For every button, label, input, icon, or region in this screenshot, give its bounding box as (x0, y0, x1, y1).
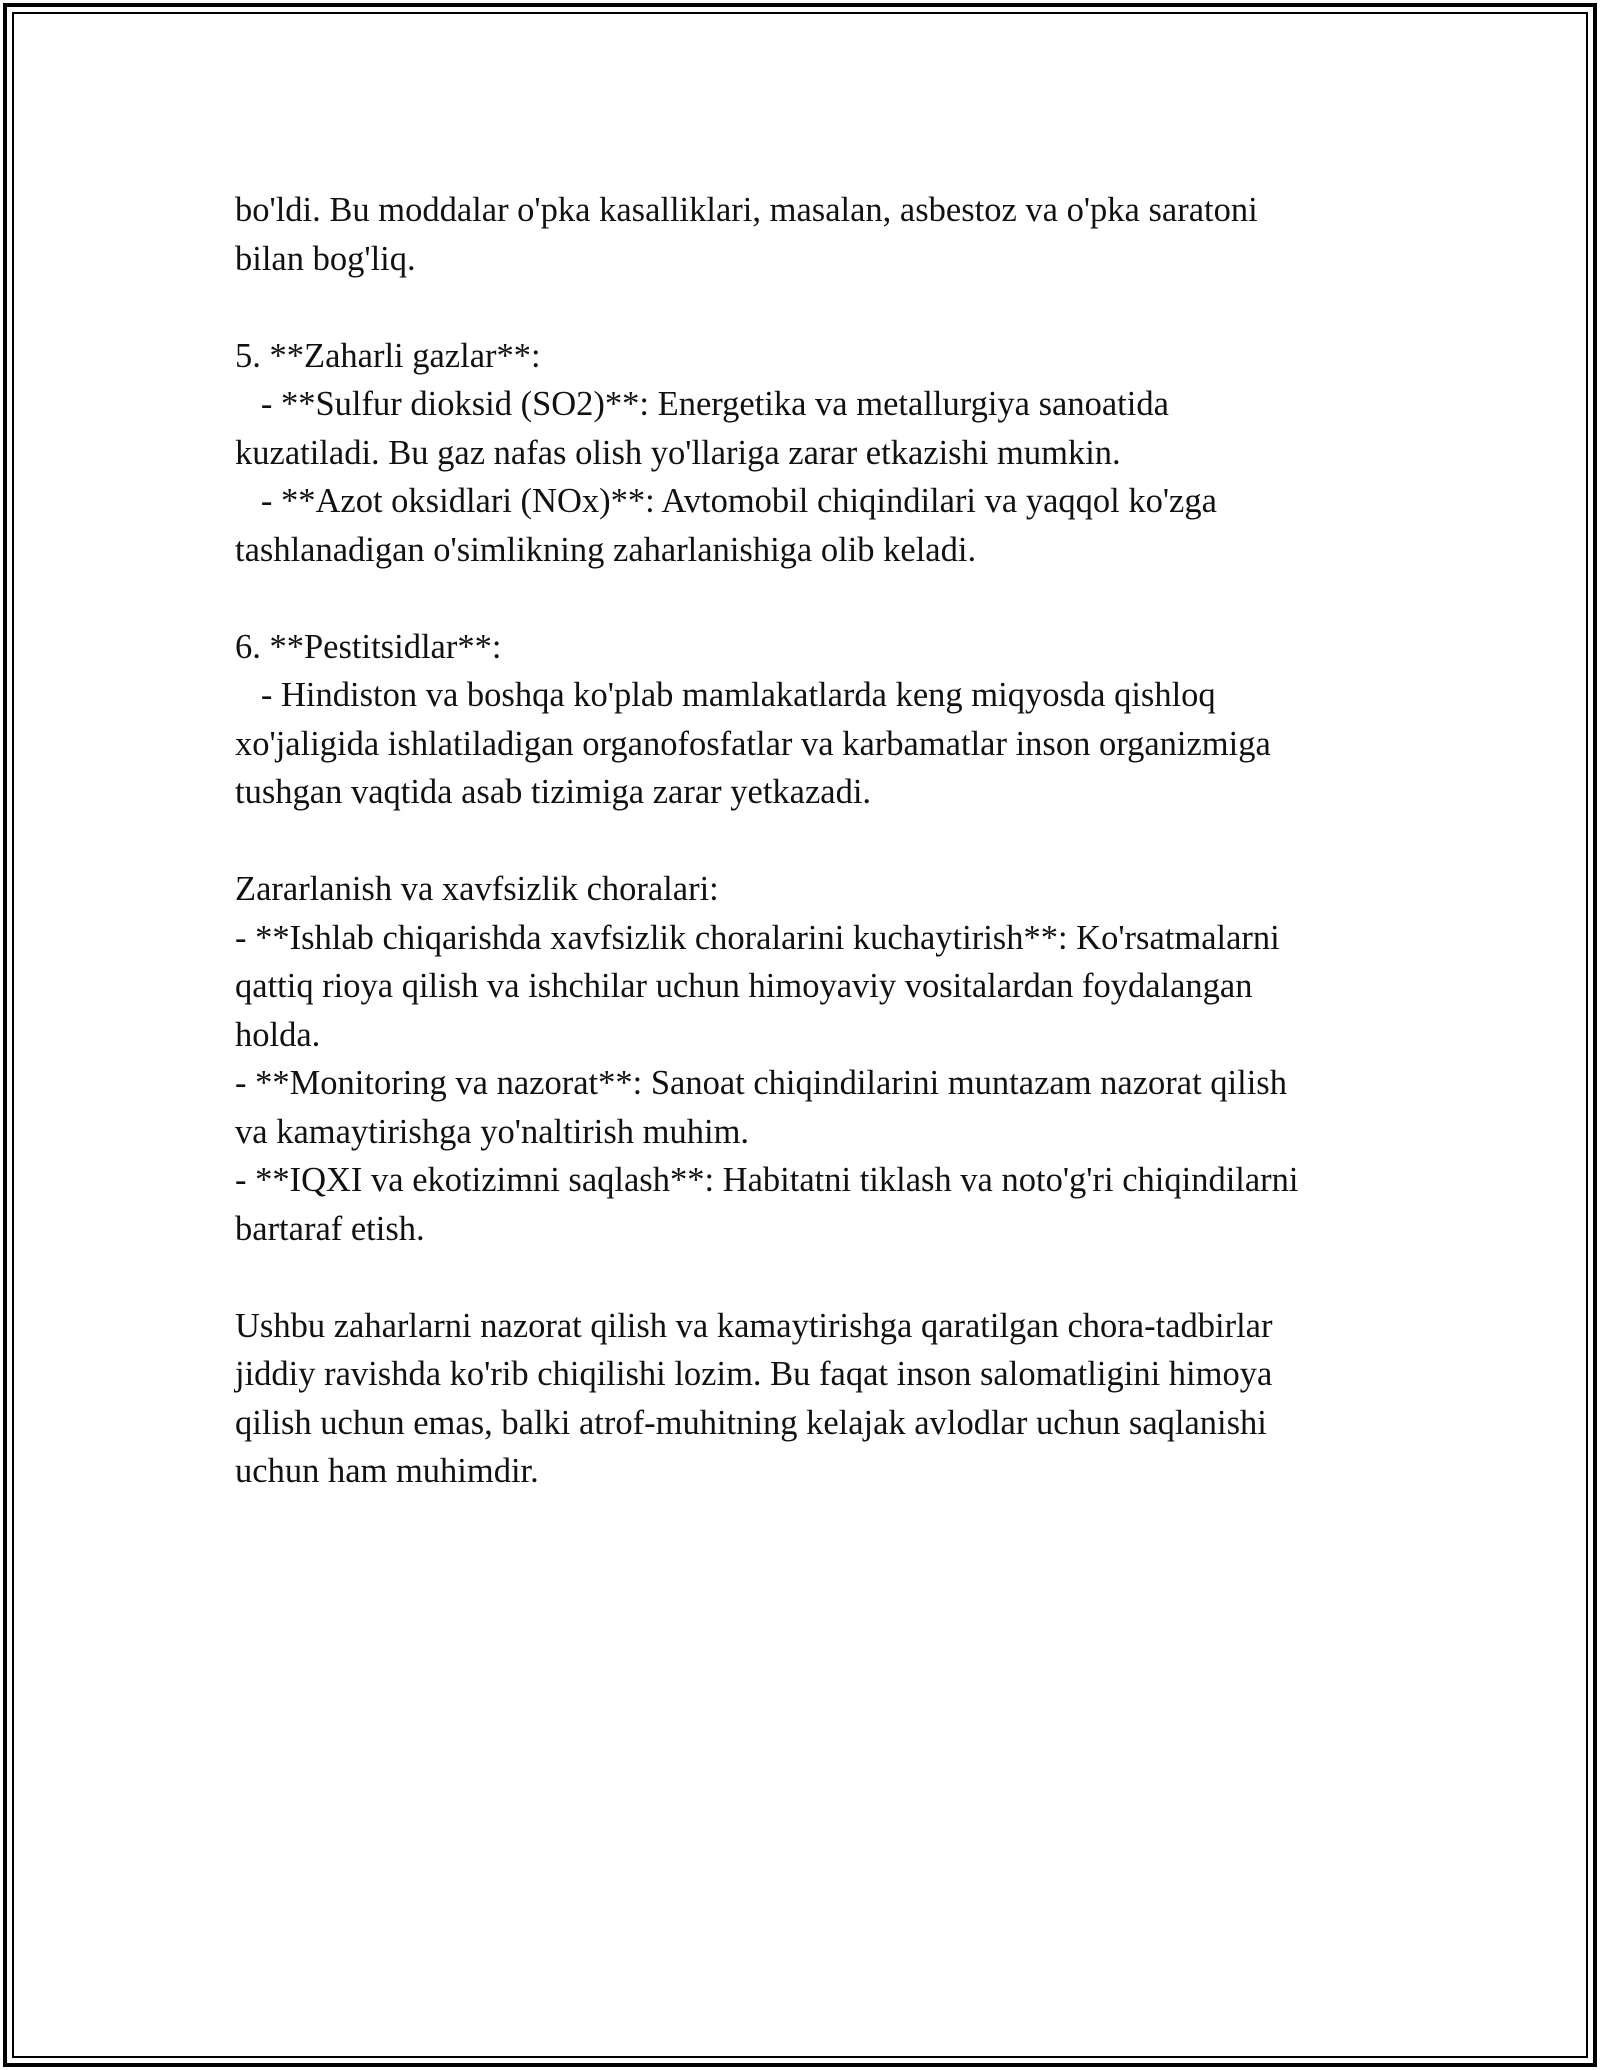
paragraph-gap (235, 574, 1385, 623)
text-line: bilan bog'liq. (235, 239, 416, 278)
list-item: - **Ishlab chiqarishda xavfsizlik choralarini kuchaytirish**: Ko'rsatmalarni (235, 918, 1280, 957)
paragraph-gap (235, 283, 1385, 332)
text-line: qilish uchun emas, balki atrof-muhitning kelajak avlodlar uchun saqlanishi (235, 1403, 1267, 1442)
document-body (235, 186, 1385, 1496)
list-item: - **IQXI va ekotizimni saqlash**: Habitatni tiklash va noto'g'ri chiqindilarni (235, 1161, 1299, 1199)
list-heading: 6. **Pestitsidlar**: (235, 627, 502, 666)
text-line: holda. (235, 1015, 321, 1054)
text-line: xo'jaligida ishlatiladigan organofosfatlar va karbamatlar inson organizmiga (235, 724, 1271, 763)
text-line: bartaraf etish. (235, 1209, 425, 1248)
paragraph-gap (235, 1253, 1385, 1302)
text-line: va kamaytirishga yo'naltirish muhim. (235, 1112, 750, 1151)
list-item: - Hindiston va boshqa ko'plab mamlakatlarda keng miqyosda qishloq (235, 676, 1216, 714)
text-line: kuzatiladi. Bu gaz nafas olish yo'llariga zarar etkazishi mumkin. (235, 433, 1121, 472)
text-line: jiddiy ravishda ko'rib chiqilishi lozim. Bu faqat inson salomatligini himoya (235, 1355, 1273, 1393)
list-item: - **Monitoring va nazorat**: Sanoat chiqindilarini muntazam nazorat qilish (235, 1064, 1287, 1102)
list-heading: 5. **Zaharli gazlar**: (235, 336, 541, 375)
section-heading: Zararlanish va xavfsizlik choralari: (235, 870, 719, 908)
text-line: qattiq rioya qilish va ishchilar uchun himoyaviy vositalardan foydalangan (235, 967, 1253, 1005)
text-line: tushgan vaqtida asab tizimiga zarar yetkazadi. (235, 773, 872, 811)
paragraph-gap (235, 817, 1385, 866)
list-item: - **Sulfur dioksid (SO2)**: Energetika va metallurgiya sanoatida (235, 385, 1169, 423)
text-line: bo'ldi. Bu moddalar o'pka kasalliklari, masalan, asbestoz va o'pka saratoni (235, 191, 1258, 229)
text-line: uchun ham muhimdir. (235, 1452, 539, 1490)
text-line: tashlanadigan o'simlikning zaharlanishiga olib keladi. (235, 530, 977, 569)
text-line: Ushbu zaharlarni nazorat qilish va kamaytirishga qaratilgan chora-tadbirlar (235, 1306, 1273, 1345)
list-item: - **Azot oksidlari (NOx)**: Avtomobil chiqindilari va yaqqol ko'zga (235, 482, 1217, 520)
